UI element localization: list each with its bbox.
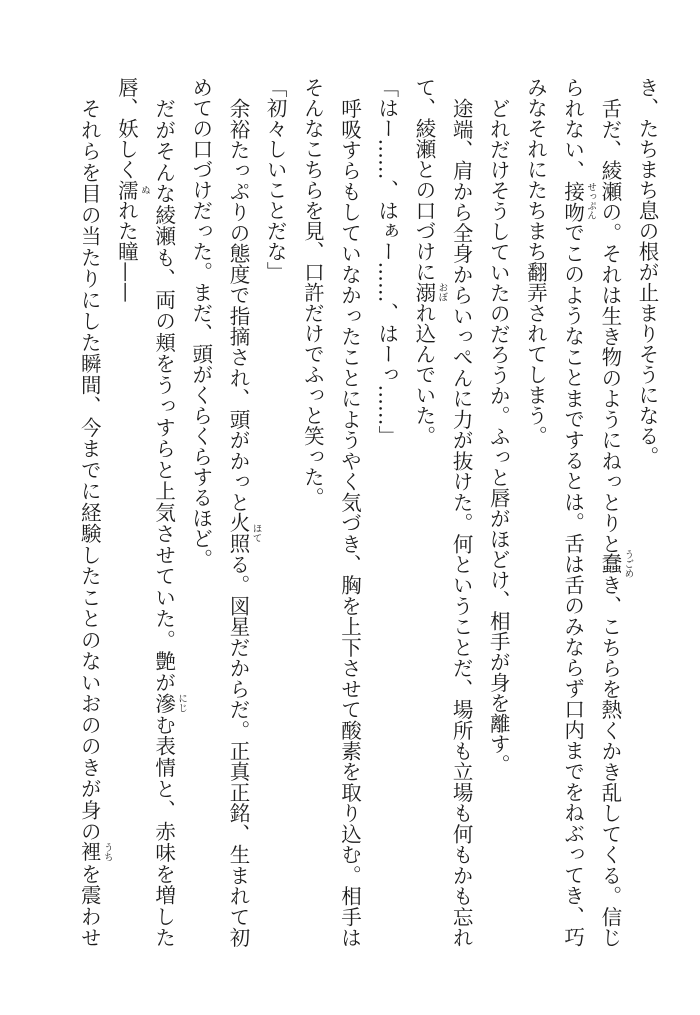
text-segment: き、こちらを熱くかき乱してくる。信じ bbox=[597, 574, 622, 948]
ruby-group bbox=[225, 512, 262, 554]
ruby-base: 接吻 bbox=[560, 180, 585, 223]
text-line bbox=[219, 77, 262, 948]
text-line bbox=[516, 77, 553, 947]
novel-page-body bbox=[69, 77, 665, 947]
text-segment: を震わせ bbox=[77, 862, 102, 948]
text-line bbox=[330, 77, 367, 947]
dialogue-line bbox=[256, 77, 293, 947]
text-segment: それらを目の当たりにした瞬間、今までに経験したことのないおののきが身の bbox=[77, 97, 102, 842]
text-segment: き、たちまち息の根が止まりそうになる。 bbox=[635, 77, 659, 467]
ruby-reading: うごめ bbox=[622, 549, 634, 579]
text-line bbox=[144, 77, 188, 948]
text-segment: みなそれにたちまち翻弄されてしまう。 bbox=[523, 77, 548, 446]
dialogue-line bbox=[368, 77, 405, 947]
text-segment: 唇、妖しく bbox=[114, 77, 139, 180]
text-segment: れ込んでいた。 bbox=[411, 302, 436, 446]
ruby-reading: にじ bbox=[176, 693, 188, 713]
ruby-reading: ぬ bbox=[138, 185, 150, 195]
ruby-group bbox=[597, 549, 634, 579]
ruby-base: 濡 bbox=[114, 179, 139, 200]
ruby-base: 滲 bbox=[151, 692, 176, 714]
text-segment: 途端、肩から全身からいっぺんに力が抜けた。何ということだ、場所も立場も何もかも忘れ bbox=[449, 97, 474, 947]
text-segment: られない、 bbox=[560, 77, 585, 181]
text-segment: て、綾瀬との口づけに bbox=[411, 77, 436, 282]
text-segment: 舌だ、綾瀬の。それは生き物のようにねっとりと bbox=[597, 97, 622, 554]
ruby-base: 火照 bbox=[225, 512, 250, 554]
text-line bbox=[182, 77, 219, 947]
text-segment: めての口づけだった。まだ、頭がくらくらするほど。 bbox=[188, 77, 213, 569]
text-line bbox=[479, 77, 516, 947]
text-segment: 「初々しいことだな」 bbox=[263, 77, 288, 282]
ruby-reading: うち bbox=[101, 842, 113, 862]
ruby-group bbox=[77, 841, 113, 863]
text-segment: る。図星だからだ。正真正銘、生まれて初 bbox=[225, 553, 250, 948]
text-line bbox=[442, 77, 479, 947]
text-line bbox=[293, 77, 330, 947]
text-line bbox=[70, 77, 113, 948]
ruby-base: 溺 bbox=[411, 282, 436, 303]
ruby-reading: おぼ bbox=[436, 282, 448, 302]
text-segment: む表情と、赤味を増した bbox=[151, 713, 176, 948]
text-segment: だがそんな綾瀬も、両の頬をうっすらと上気させていた。艶が bbox=[151, 97, 176, 693]
ruby-base: 蠢 bbox=[597, 553, 622, 575]
text-segment: 「はー……、はぁー……、はーっ……」 bbox=[374, 77, 399, 446]
text-line bbox=[107, 77, 150, 947]
ruby-reading: ほて bbox=[250, 523, 262, 543]
text-segment: 呼吸すらもしていなかったことにようやく気づき、胸を上下させて酸素を取り込む。相手は bbox=[337, 97, 362, 947]
text-segment: れた瞳—— bbox=[114, 200, 139, 303]
text-segment: でこのようなことまでするとは。舌は舌のみならず口内までをねぶってき、巧 bbox=[560, 222, 585, 948]
ruby-group bbox=[114, 179, 150, 201]
text-line bbox=[628, 77, 665, 947]
text-segment: そんなこちらを見、口許だけでふっと笑った。 bbox=[300, 77, 325, 508]
ruby-group bbox=[560, 180, 597, 223]
ruby-group bbox=[151, 692, 188, 714]
text-segment: どれだけそうしていたのだろうか。ふっと唇がほどけ、相手が身を離す。 bbox=[486, 97, 511, 774]
text-line bbox=[553, 77, 597, 948]
text-segment: 余裕たっぷりの態度で指摘され、頭がかっと bbox=[225, 97, 250, 512]
ruby-base: 裡 bbox=[77, 841, 102, 863]
text-line bbox=[405, 77, 448, 947]
ruby-group bbox=[411, 282, 448, 303]
ruby-reading: せっぷん bbox=[585, 182, 597, 221]
